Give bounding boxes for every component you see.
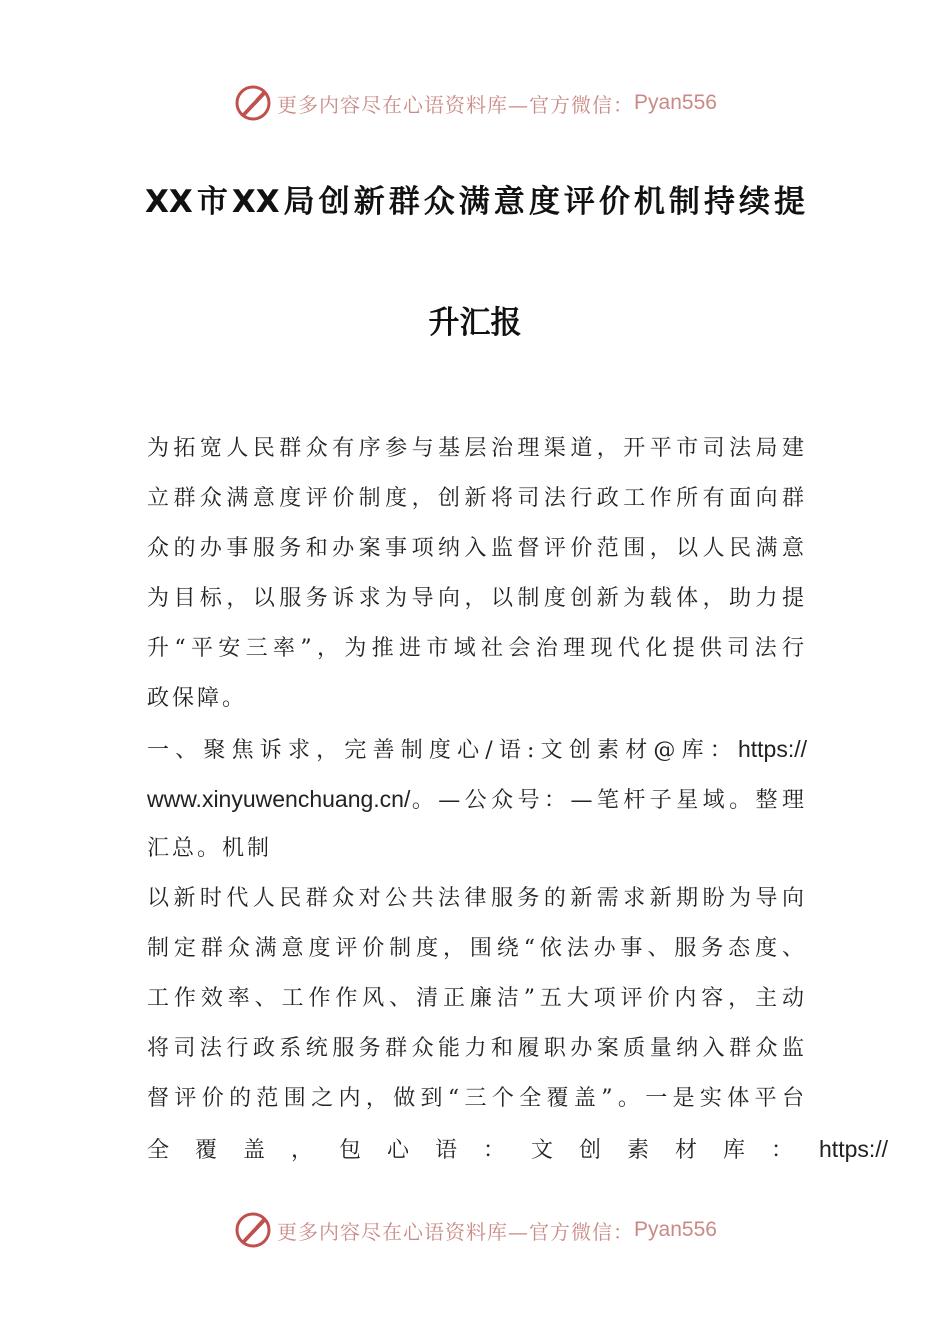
url-fragment: https:// [819,1136,889,1162]
body-line-14: 督评价的范围之内，做到“三个全覆盖”。一是实体平台 [147,1086,807,1111]
body-line-6: 政保障。 [147,686,248,711]
body-line-9: 汇总。机制 [147,836,273,861]
body-line-10: 以新时代人民群众对公共法律服务的新需求新期盼为导向 [147,886,807,911]
body-line-11: 制定群众满意度评价制度，围绕“依法办事、服务态度、 [147,936,807,961]
body-line-3: 众的办事服务和办案事项纳入监督评价范围，以人民满意 [147,536,807,561]
quill-logo-icon [233,83,273,123]
watermark-banner-bottom [0,1205,950,1255]
watermark-text: 更多内容尽在心语资料库—官方微信： [277,1219,635,1244]
body-line-7: 一、聚焦诉求，完善制度心/语:文创素材@库：https:// [147,736,807,763]
url-fragment: https:// [737,736,807,762]
body-line-8: www.xinyuwenchuang.cn/。—公众号：—笔杆子星域。整理 [147,786,807,813]
quill-logo-icon [233,1210,273,1250]
body-line-4: 为目标，以服务诉求为导向，以制度创新为载体，助力提 [147,586,807,611]
document-body [147,428,889,1178]
url-fragment: www.xinyuwenchuang.cn/ [147,786,411,812]
body-line-5: 升“平安三率”，为推进市域社会治理现代化提供司法行 [147,636,807,661]
watermark-banner-top [0,78,950,128]
watermark-id: Pyan556 [634,91,717,114]
body-line-15: 全覆盖，包心语：文创素材库：https:// [147,1136,889,1163]
body-line-13: 将司法行政系统服务群众能力和履职办案质量纳入群众监 [147,1036,807,1061]
body-line-1: 为拓宽人民群众有序参与基层治理渠道，开平市司法局建 [147,436,807,461]
watermark-id: Pyan556 [634,1218,717,1241]
document-title-line-1: XX市XX局创新群众满意度评价机制持续提 [145,184,805,220]
body-line-12: 工作效率、工作作风、清正廉洁”五大项评价内容，主动 [147,986,807,1011]
watermark-text: 更多内容尽在心语资料库—官方微信： [277,92,635,117]
body-line-2: 立群众满意度评价制度，创新将司法行政工作所有面向群 [147,486,807,511]
document-title-line-2: 升汇报 [428,305,522,341]
